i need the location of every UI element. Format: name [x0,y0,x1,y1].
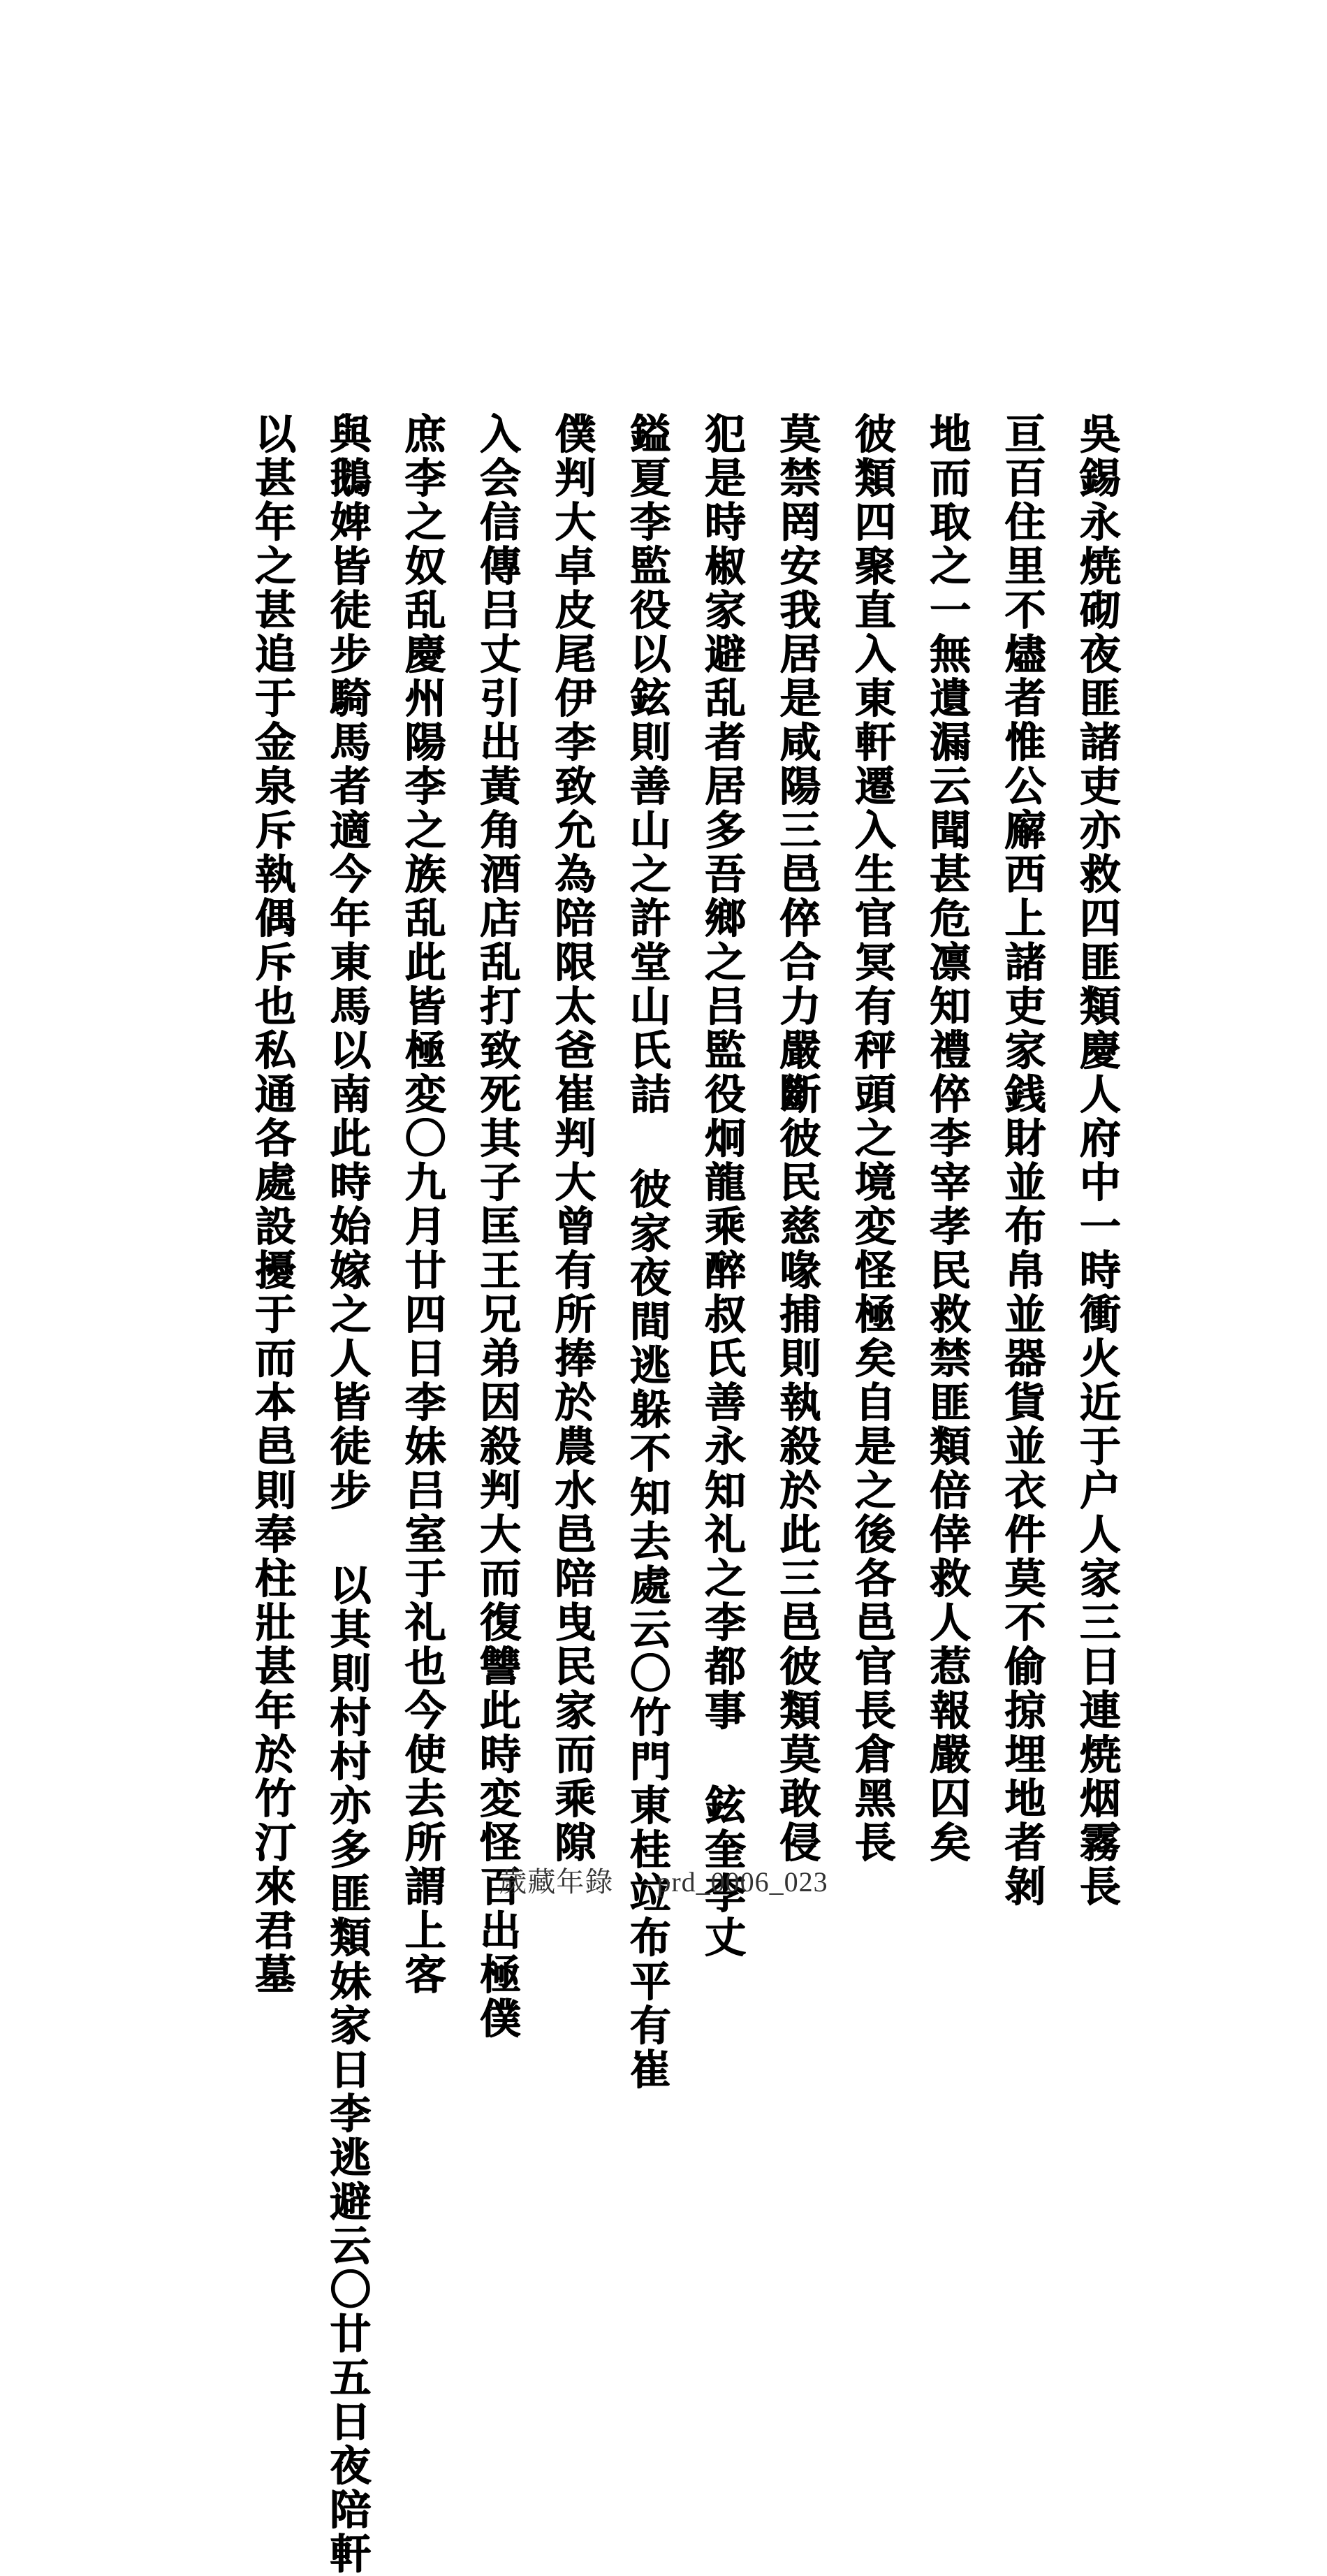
manuscript-column-6: 犯是時椒家避乱者居多吾鄉之吕監役炯龍乘醉叔氏善永知礼之李都事 鉉奎李丈 [698,412,747,1960]
manuscript-column-7: 鎰夏李監役以鉉則善山之許堂山氏詰 彼家夜間逃躲不知去處云〇竹門東桂竝布平有崔 [622,412,671,2092]
caption-title: 歲藏年錄 [499,1866,614,1898]
page-caption [0,1860,1327,1900]
manuscript-column-9: 入会信傳吕丈引出黃角酒店乱打致死其子匡王兄弟因殺判大而復讐此時変怪百出極僕 [473,412,522,2041]
manuscript-column-3: 地而取之一無遺漏云聞甚危凛知禮倅李宰孝民救禁匪類倍倖救人惹報嚴囚矣 [923,412,972,1865]
manuscript-column-8: 僕判大卓皮尾伊李致允為陪限太爸崔判大曾有所捧於農水邑陪曳民家而乘隙 [548,412,596,1865]
manuscript-column-11: 與鵝婢皆徒步騎馬者適今年東馬以南此時始嫁之人皆徒步 以其則村村亦多匪類妹家日李逃避云〇廿五日夜陪軒 [323,412,372,2576]
manuscript-column-4: 彼類四聚直入東軒遷入生官冥有秤頭之境変怪極矣自是之後各邑官長倉黑長 [847,412,896,1865]
caption-id: prd_0006_023 [657,1866,828,1898]
manuscript-column-10: 庶李之奴乱慶州陽李之族乱此皆極変〇九月廿四日李妹吕室于礼也今使去所謂上客 [397,412,446,1997]
manuscript-column-12: 以甚年之甚追于金泉斥執偶斥也私通各處設擾于而本邑則奉柱壯甚年於竹汀來君墓 [248,412,296,1997]
manuscript-column-2: 亘百住里不燼者惟公廨西上諸吏家銭財並布帛並器貨並衣件莫不偷掠埋地者剝 [997,412,1046,1909]
manuscript-column-1: 吳錫永焼砌夜匪諸吏亦救四匪類慶人府中一時衝火近于户人家三日連焼烟霧長 [1072,412,1121,1909]
manuscript-column-5: 莫禁罔安我居是咸陽三邑倅合力嚴斷彼民慈喙捕則執殺於此三邑彼類莫敢侵 [772,412,821,1865]
